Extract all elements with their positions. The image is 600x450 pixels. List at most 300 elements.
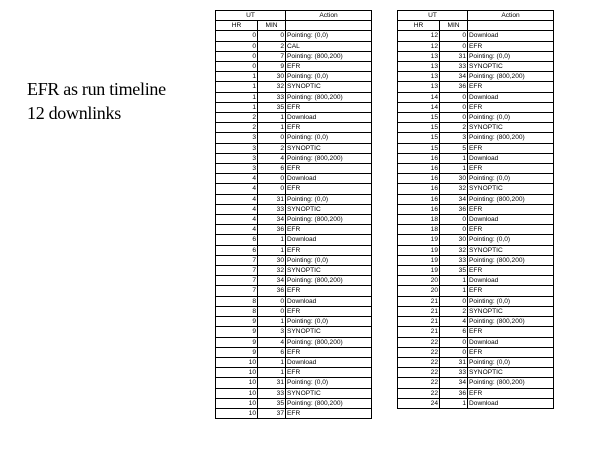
table-row — [398, 164, 554, 174]
table-row — [216, 153, 372, 163]
action-cell: Pointing: (0,0) — [468, 113, 554, 123]
hr-cell: 4 — [216, 174, 258, 184]
hr-cell: 13 — [398, 51, 440, 61]
action-cell: Pointing: (0,0) — [468, 174, 554, 184]
hr-cell: 22 — [398, 357, 440, 367]
hr-cell: 9 — [216, 317, 258, 327]
min-cell: 7 — [258, 51, 286, 61]
action-cell: Download — [468, 153, 554, 163]
min-cell: 1 — [258, 123, 286, 133]
table-row — [216, 31, 372, 41]
min-cell: 33 — [258, 92, 286, 102]
table-row — [398, 204, 554, 214]
min-cell: 0 — [440, 296, 468, 306]
hr-header: HR — [398, 21, 440, 31]
action-cell: EFR — [468, 266, 554, 276]
hr-cell: 10 — [216, 398, 258, 408]
table-row — [216, 123, 372, 133]
action-cell: Pointing: (800,200) — [286, 51, 372, 61]
table-row — [216, 164, 372, 174]
action-cell: SYNOPTIC — [468, 306, 554, 316]
min-cell: 1 — [258, 357, 286, 367]
min-cell: 31 — [440, 51, 468, 61]
table-row — [398, 388, 554, 398]
action-cell: EFR — [286, 102, 372, 112]
hr-cell: 8 — [216, 306, 258, 316]
table-row — [398, 286, 554, 296]
title-line-2: 12 downlinks — [27, 103, 121, 123]
action-cell: Download — [468, 92, 554, 102]
table-row — [398, 215, 554, 225]
hr-cell: 10 — [216, 408, 258, 418]
ut-header: UT — [398, 11, 468, 21]
table-header-row — [216, 11, 372, 21]
table-row — [216, 398, 372, 408]
table-row — [216, 184, 372, 194]
table-row — [216, 204, 372, 214]
table-row — [216, 133, 372, 143]
hr-cell: 0 — [216, 31, 258, 41]
min-cell: 6 — [258, 347, 286, 357]
min-cell: 33 — [258, 204, 286, 214]
table-row — [398, 184, 554, 194]
action-cell: EFR — [286, 184, 372, 194]
action-cell: Download — [286, 174, 372, 184]
slide-title — [27, 77, 166, 125]
action-cell: EFR — [468, 204, 554, 214]
action-cell: Pointing: (800,200) — [468, 255, 554, 265]
table-row — [216, 92, 372, 102]
action-cell: Pointing: (0,0) — [468, 51, 554, 61]
table-row — [216, 368, 372, 378]
hr-cell: 0 — [216, 62, 258, 72]
hr-cell: 15 — [398, 113, 440, 123]
table-row — [216, 327, 372, 337]
hr-cell: 15 — [398, 123, 440, 133]
hr-cell: 16 — [398, 184, 440, 194]
table-row — [216, 388, 372, 398]
min-cell: 0 — [440, 92, 468, 102]
hr-cell: 12 — [398, 41, 440, 51]
table-subheader-row — [216, 21, 372, 31]
min-cell: 1 — [258, 235, 286, 245]
action-cell: EFR — [286, 62, 372, 72]
min-cell: 34 — [440, 378, 468, 388]
table-subheader-row — [398, 21, 554, 31]
hr-cell: 3 — [216, 143, 258, 153]
action-cell: EFR — [286, 347, 372, 357]
action-cell: SYNOPTIC — [468, 123, 554, 133]
table-row — [398, 357, 554, 367]
table-row — [398, 327, 554, 337]
action-cell: EFR — [286, 408, 372, 418]
hr-cell: 10 — [216, 357, 258, 367]
min-cell: 0 — [258, 306, 286, 316]
hr-cell: 1 — [216, 82, 258, 92]
hr-cell: 16 — [398, 153, 440, 163]
action-cell: EFR — [468, 82, 554, 92]
action-header: Action — [468, 11, 554, 21]
hr-cell: 4 — [216, 225, 258, 235]
hr-cell: 6 — [216, 235, 258, 245]
table-row — [398, 72, 554, 82]
table-row — [398, 133, 554, 143]
table-row — [398, 368, 554, 378]
action-cell: Pointing: (800,200) — [468, 317, 554, 327]
hr-cell: 16 — [398, 164, 440, 174]
action-cell: Pointing: (0,0) — [286, 378, 372, 388]
action-cell: EFR — [468, 102, 554, 112]
min-cell: 32 — [258, 266, 286, 276]
ut-header: UT — [216, 11, 286, 21]
table-row — [398, 194, 554, 204]
action-cell: SYNOPTIC — [468, 62, 554, 72]
action-cell: Pointing: (0,0) — [468, 296, 554, 306]
table-row — [398, 245, 554, 255]
hr-cell: 21 — [398, 296, 440, 306]
action-cell: EFR — [286, 225, 372, 235]
timeline-table-left — [215, 10, 372, 419]
min-cell: 0 — [440, 337, 468, 347]
action-cell: Pointing: (0,0) — [286, 317, 372, 327]
min-cell: 34 — [258, 276, 286, 286]
action-cell: Download — [468, 337, 554, 347]
action-cell: EFR — [468, 143, 554, 153]
action-cell: SYNOPTIC — [286, 143, 372, 153]
hr-cell: 24 — [398, 398, 440, 408]
min-cell: 34 — [440, 72, 468, 82]
hr-cell: 8 — [216, 296, 258, 306]
min-cell: 0 — [258, 174, 286, 184]
table-row — [398, 113, 554, 123]
table-row — [398, 235, 554, 245]
hr-cell: 13 — [398, 82, 440, 92]
min-header: MIN — [440, 21, 468, 31]
action-cell: Pointing: (800,200) — [286, 215, 372, 225]
action-cell: Pointing: (800,200) — [468, 133, 554, 143]
table-row — [216, 82, 372, 92]
hr-cell: 4 — [216, 215, 258, 225]
hr-cell: 2 — [216, 113, 258, 123]
min-cell: 1 — [258, 317, 286, 327]
table-row — [398, 51, 554, 61]
min-cell: 4 — [258, 153, 286, 163]
min-cell: 4 — [258, 337, 286, 347]
hr-cell: 19 — [398, 245, 440, 255]
timeline-table-right — [397, 10, 554, 409]
min-cell: 37 — [258, 408, 286, 418]
action-cell: EFR — [468, 388, 554, 398]
action-cell: Pointing: (800,200) — [286, 398, 372, 408]
table-row — [398, 143, 554, 153]
table-row — [398, 255, 554, 265]
table-row — [216, 286, 372, 296]
action-cell: Download — [286, 357, 372, 367]
action-cell: SYNOPTIC — [286, 388, 372, 398]
min-cell: 35 — [258, 398, 286, 408]
action-cell: SYNOPTIC — [286, 82, 372, 92]
action-cell: EFR — [286, 368, 372, 378]
action-cell: EFR — [468, 41, 554, 51]
min-cell: 0 — [258, 296, 286, 306]
min-cell: 36 — [258, 286, 286, 296]
hr-cell: 20 — [398, 286, 440, 296]
table-row — [216, 276, 372, 286]
min-cell: 32 — [440, 184, 468, 194]
action-cell: Pointing: (0,0) — [286, 255, 372, 265]
min-cell: 1 — [258, 245, 286, 255]
hr-cell: 0 — [216, 41, 258, 51]
hr-cell: 22 — [398, 388, 440, 398]
min-cell: 31 — [258, 378, 286, 388]
action-cell: SYNOPTIC — [468, 245, 554, 255]
table-row — [216, 255, 372, 265]
action-cell: EFR — [286, 306, 372, 316]
hr-cell: 7 — [216, 255, 258, 265]
table-row — [398, 41, 554, 51]
min-cell: 0 — [440, 347, 468, 357]
hr-cell: 16 — [398, 174, 440, 184]
min-cell: 1 — [258, 113, 286, 123]
table-row — [398, 306, 554, 316]
min-cell: 5 — [440, 143, 468, 153]
action-cell: EFR — [468, 164, 554, 174]
hr-cell: 19 — [398, 235, 440, 245]
hr-cell: 9 — [216, 347, 258, 357]
min-cell: 1 — [440, 286, 468, 296]
min-cell: 9 — [258, 62, 286, 72]
hr-cell: 19 — [398, 255, 440, 265]
min-cell: 0 — [258, 184, 286, 194]
min-cell: 30 — [440, 174, 468, 184]
table-row — [398, 296, 554, 306]
min-cell: 1 — [440, 153, 468, 163]
min-cell: 0 — [258, 31, 286, 41]
hr-cell: 3 — [216, 153, 258, 163]
action-cell: EFR — [468, 286, 554, 296]
min-cell: 30 — [258, 255, 286, 265]
table-row — [216, 51, 372, 61]
hr-cell: 14 — [398, 92, 440, 102]
table-row — [216, 378, 372, 388]
min-cell: 0 — [440, 41, 468, 51]
table-row — [398, 337, 554, 347]
min-cell: 1 — [258, 368, 286, 378]
action-cell: Download — [468, 276, 554, 286]
table-row — [398, 266, 554, 276]
hr-cell: 15 — [398, 143, 440, 153]
min-cell: 2 — [440, 306, 468, 316]
action-cell: SYNOPTIC — [468, 184, 554, 194]
action-cell: Download — [468, 398, 554, 408]
hr-cell: 22 — [398, 347, 440, 357]
action-cell: Pointing: (0,0) — [286, 133, 372, 143]
hr-cell: 14 — [398, 102, 440, 112]
action-cell: EFR — [286, 245, 372, 255]
action-cell: Download — [468, 215, 554, 225]
title-line-1: EFR as run timeline — [27, 79, 166, 99]
action-cell: CAL — [286, 41, 372, 51]
hr-cell: 19 — [398, 266, 440, 276]
action-cell: EFR — [286, 164, 372, 174]
min-cell: 1 — [440, 276, 468, 286]
action-cell: Pointing: (800,200) — [286, 337, 372, 347]
hr-cell: 4 — [216, 184, 258, 194]
action-subheader-blank — [468, 21, 554, 31]
hr-cell: 21 — [398, 317, 440, 327]
hr-cell: 3 — [216, 164, 258, 174]
hr-cell: 2 — [216, 123, 258, 133]
hr-cell: 1 — [216, 102, 258, 112]
table-row — [398, 276, 554, 286]
min-cell: 31 — [258, 194, 286, 204]
min-cell: 3 — [440, 133, 468, 143]
table-row — [216, 174, 372, 184]
table-row — [216, 266, 372, 276]
table-row — [216, 357, 372, 367]
action-cell: EFR — [286, 286, 372, 296]
min-cell: 1 — [440, 398, 468, 408]
min-cell: 34 — [258, 215, 286, 225]
table-row — [398, 153, 554, 163]
hr-cell: 7 — [216, 276, 258, 286]
action-cell: EFR — [468, 327, 554, 337]
action-cell: SYNOPTIC — [286, 327, 372, 337]
action-cell: EFR — [286, 123, 372, 133]
action-cell: Pointing: (0,0) — [286, 72, 372, 82]
min-cell: 36 — [440, 82, 468, 92]
min-cell: 4 — [440, 317, 468, 327]
action-cell: Download — [286, 235, 372, 245]
min-cell: 6 — [258, 164, 286, 174]
action-cell: Pointing: (0,0) — [286, 194, 372, 204]
table-row — [216, 235, 372, 245]
hr-cell: 10 — [216, 368, 258, 378]
hr-cell: 10 — [216, 388, 258, 398]
hr-cell: 20 — [398, 276, 440, 286]
min-cell: 0 — [258, 133, 286, 143]
table-row — [398, 174, 554, 184]
table-row — [398, 123, 554, 133]
table-row — [216, 337, 372, 347]
hr-cell: 18 — [398, 225, 440, 235]
min-cell: 30 — [258, 72, 286, 82]
table-row — [216, 296, 372, 306]
hr-cell: 18 — [398, 215, 440, 225]
table-row — [216, 408, 372, 418]
hr-cell: 12 — [398, 31, 440, 41]
hr-header: HR — [216, 21, 258, 31]
table-row — [216, 102, 372, 112]
min-cell: 6 — [440, 327, 468, 337]
action-cell: Download — [286, 113, 372, 123]
action-cell: Pointing: (800,200) — [468, 72, 554, 82]
action-cell: SYNOPTIC — [286, 204, 372, 214]
hr-cell: 4 — [216, 194, 258, 204]
min-header: MIN — [258, 21, 286, 31]
table-row — [398, 102, 554, 112]
min-cell: 2 — [440, 123, 468, 133]
hr-cell: 15 — [398, 133, 440, 143]
min-cell: 36 — [258, 225, 286, 235]
min-cell: 2 — [258, 143, 286, 153]
hr-cell: 0 — [216, 51, 258, 61]
min-cell: 30 — [440, 235, 468, 245]
action-cell: SYNOPTIC — [468, 368, 554, 378]
table-row — [216, 143, 372, 153]
table-row — [216, 62, 372, 72]
min-cell: 1 — [440, 164, 468, 174]
action-cell: Pointing: (800,200) — [286, 276, 372, 286]
table-row — [398, 92, 554, 102]
action-header: Action — [286, 11, 372, 21]
action-cell: EFR — [468, 225, 554, 235]
hr-cell: 1 — [216, 92, 258, 102]
hr-cell: 1 — [216, 72, 258, 82]
action-cell: Pointing: (0,0) — [286, 31, 372, 41]
min-cell: 33 — [258, 388, 286, 398]
action-subheader-blank — [286, 21, 372, 31]
table-row — [398, 378, 554, 388]
hr-cell: 7 — [216, 286, 258, 296]
hr-cell: 4 — [216, 204, 258, 214]
hr-cell: 16 — [398, 204, 440, 214]
min-cell: 34 — [440, 194, 468, 204]
table-row — [216, 215, 372, 225]
hr-cell: 22 — [398, 337, 440, 347]
hr-cell: 3 — [216, 133, 258, 143]
action-cell: Pointing: (800,200) — [286, 153, 372, 163]
table-row — [398, 398, 554, 408]
table-row — [216, 113, 372, 123]
table-row — [398, 82, 554, 92]
table-header-row — [398, 11, 554, 21]
hr-cell: 9 — [216, 327, 258, 337]
min-cell: 33 — [440, 62, 468, 72]
action-cell: Pointing: (800,200) — [286, 92, 372, 102]
table-row — [216, 317, 372, 327]
action-cell: Pointing: (0,0) — [468, 235, 554, 245]
hr-cell: 16 — [398, 194, 440, 204]
table-row — [398, 225, 554, 235]
hr-cell: 7 — [216, 266, 258, 276]
min-cell: 32 — [440, 245, 468, 255]
table-row — [398, 317, 554, 327]
min-cell: 0 — [440, 215, 468, 225]
hr-cell: 13 — [398, 72, 440, 82]
hr-cell: 13 — [398, 62, 440, 72]
table-row — [398, 347, 554, 357]
action-cell: Download — [286, 296, 372, 306]
min-cell: 0 — [440, 102, 468, 112]
action-cell: Download — [468, 31, 554, 41]
action-cell: Pointing: (800,200) — [468, 194, 554, 204]
min-cell: 31 — [440, 357, 468, 367]
table-row — [398, 62, 554, 72]
min-cell: 0 — [440, 113, 468, 123]
min-cell: 32 — [258, 82, 286, 92]
action-cell: Pointing: (800,200) — [468, 378, 554, 388]
min-cell: 36 — [440, 204, 468, 214]
table-row — [216, 306, 372, 316]
table-row — [216, 72, 372, 82]
action-cell: EFR — [468, 347, 554, 357]
hr-cell: 6 — [216, 245, 258, 255]
table-row — [216, 347, 372, 357]
table-row — [216, 225, 372, 235]
hr-cell: 21 — [398, 306, 440, 316]
hr-cell: 9 — [216, 337, 258, 347]
